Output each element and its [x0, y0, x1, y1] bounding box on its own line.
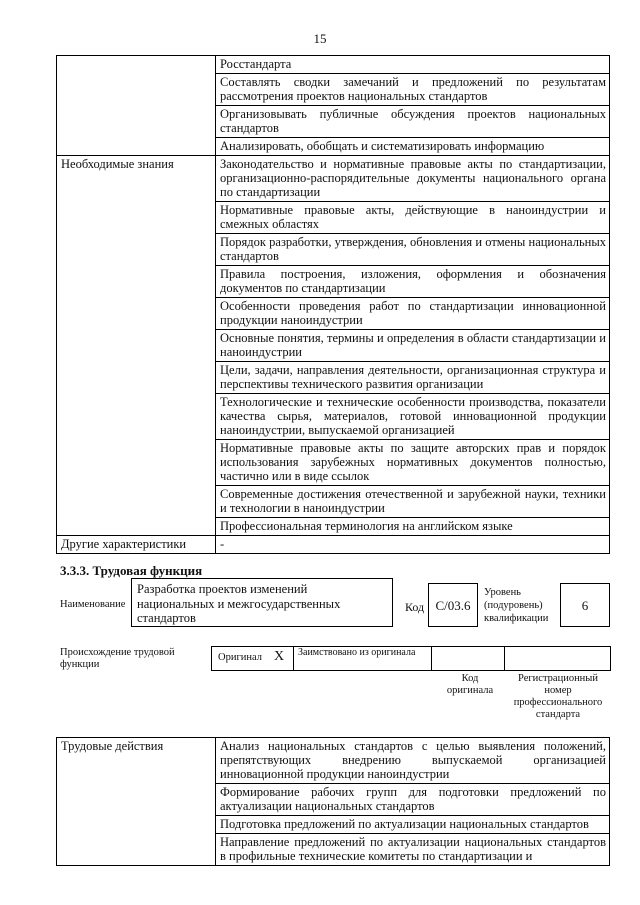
code-caption: Код оригинала	[446, 673, 494, 696]
table-cell: Правила построения, изложения, оформления и обозначения документов по стандартизации	[216, 266, 610, 298]
table-row	[57, 156, 610, 202]
table-cell: Подготовка предложений по актуализации национальных стандартов	[216, 816, 610, 834]
table-cell: Направление предложений по актуализации национальных стандартов в профильные технические комитеты по стандартизации и	[216, 834, 610, 866]
code-label: Код	[405, 600, 425, 614]
table-cell: Законодательство и нормативные правовые акты по стандартизации, организационно-распорядительные документы национального органа по стандартизации	[216, 156, 610, 202]
page-number: 15	[313, 31, 327, 46]
table-cell: Технологические и технические особенности производства, показатели качества сырья, материалов, готовой инновационной продукции наноиндустрии, выпускаемой организацией	[216, 394, 610, 440]
labor-actions-table	[56, 737, 610, 866]
code-value: С/03.6	[428, 583, 478, 627]
table-cell: Современные достижения отечественной и зарубежной науки, техники и технологии в наноиндустрии	[216, 486, 610, 518]
table-row	[57, 536, 610, 554]
table-cell: Особенности проведения работ по стандартизации инновационной продукции наноиндустрии	[216, 298, 610, 330]
other-label: Другие характеристики	[57, 536, 216, 554]
table-cell: Анализ национальных стандартов с целью выявления положений, препятствующих внедрению выпускаемой организацией инновационной продукции наноиндустрии	[216, 738, 610, 784]
table-cell: Нормативные правовые акты, действующие в наноиндустрии и смежных областях	[216, 202, 610, 234]
knowledge-label: Необходимые знания	[57, 156, 216, 536]
table-cell: Составлять сводки замечаний и предложений по результатам рассмотрения проектов национальных стандартов	[216, 74, 610, 106]
reg-caption: Регистрационный номер профессионального стандарта	[513, 673, 603, 720]
table-cell: Профессиональная терминология на английском языке	[216, 518, 610, 536]
table-cell: Организовывать публичные обсуждения проектов национальных стандартов	[216, 106, 610, 138]
table-row	[57, 738, 610, 784]
divider	[504, 646, 505, 671]
table-cell: Цели, задачи, направления деятельности, организационная структура и перспективы технического развития организации	[216, 362, 610, 394]
knowledge-table	[56, 55, 610, 554]
level-label: Уровень (подуровень) квалификации	[484, 587, 549, 624]
table-cell: Формирование рабочих групп для подготовки предложений по актуализации национальных стандартов	[216, 784, 610, 816]
name-value: Разработка проектов изменений национальных и межгосударственных стандартов	[131, 578, 393, 627]
divider	[293, 646, 294, 671]
other-value: -	[216, 536, 610, 554]
table-cell: Анализировать, обобщать и систематизировать информацию	[216, 138, 610, 156]
divider	[431, 646, 432, 671]
table-cell: Нормативные правовые акты по защите авторских прав и порядок использования зарубежных нормативных документов полностью, частично или в виде ссылок	[216, 440, 610, 486]
section-heading: 3.3.3. Трудовая функция	[60, 563, 203, 578]
origin-label: Происхождение трудовой функции	[60, 647, 175, 670]
original-mark: X	[274, 649, 285, 664]
table-cell: Порядок разработки, утверждения, обновления и отмены национальных стандартов	[216, 234, 610, 266]
labor-actions-label: Трудовые действия	[57, 738, 216, 866]
table-cell-empty	[57, 56, 216, 156]
table-cell: Росстандарта	[216, 56, 610, 74]
original-label: Оригинал	[218, 652, 262, 663]
level-value: 6	[560, 583, 610, 627]
borrowed-label: Заимствовано из оригинала	[298, 647, 416, 658]
table-row	[57, 56, 610, 74]
table-cell: Основные понятия, термины и определения в области стандартизации и наноиндустрии	[216, 330, 610, 362]
name-label: Наименование	[60, 599, 126, 610]
